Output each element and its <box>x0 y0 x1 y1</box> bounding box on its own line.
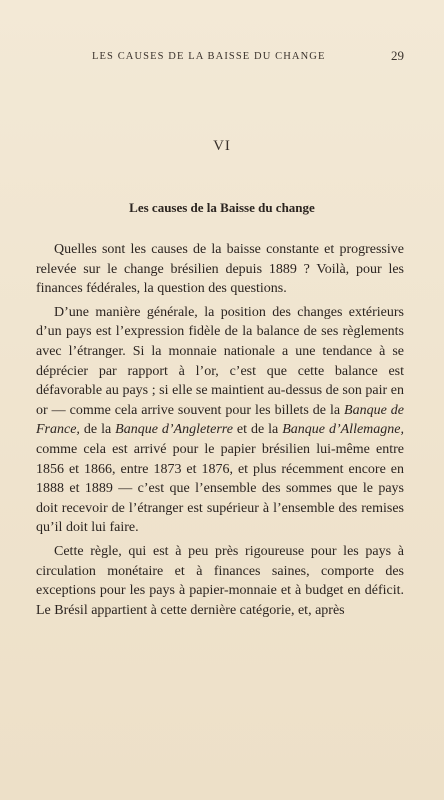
italic-banque-d-allemagne: Banque d’Allemagne, <box>282 422 405 438</box>
body-text <box>36 240 404 624</box>
page-number: 29 <box>391 48 404 63</box>
paragraph-2 <box>36 303 404 538</box>
paragraph-2-part-4: comme cela est arrivé pour le papier brésilien lui-même entre 1856 et 1866, entre 1873 et 1876, et plus récemment encore en 1888 et 1889 — c’est que l’ensemble des sommes que le pays doit recevoir de l’étranger est supérieur à l’ensemble des remises qu’il doit lui faire. <box>36 441 404 536</box>
paragraph-2-part-3: et de la <box>232 422 283 438</box>
chapter-number: VI <box>213 138 231 154</box>
chapter-title: Les causes de la Baisse du change <box>129 200 315 215</box>
running-head: LES CAUSES DE LA BAISSE DU CHANGE <box>92 51 326 62</box>
paragraph-1: Quelles sont les causes de la baisse constante et progressive relevée sur le change brésilien depuis 1889 ? Voilà, pour les finances fédérales, la question des questions. <box>36 242 404 297</box>
italic-banque-d-angleterre: Banque d’Angleterre <box>115 422 233 438</box>
paragraph-3: Cette règle, qui est à peu près rigoureuse pour les pays à circulation monétaire et à finances saines, comporte des exceptions pour les pays à papier-monnaie et à budget en déficit. Le Brésil appartient à cette dernière catégorie, et, après <box>36 543 404 618</box>
italic-banque-de-france: Banque de France, <box>36 402 404 438</box>
paragraph-2-part-2: de la <box>79 422 116 438</box>
paragraph-2-part-1: D’une manière générale, la position des changes extérieurs d’un pays est l’expression fidèle de la balance de ses règlements avec l’étranger. Si la monnaie nationale a une tendance à se déprécier par rapport à l’or, c’est que cette balance est défavorable au pays ; si elle se maintient au-dessus de son pair en or — comme cela arrive souvent pour les billets de la <box>36 304 404 418</box>
